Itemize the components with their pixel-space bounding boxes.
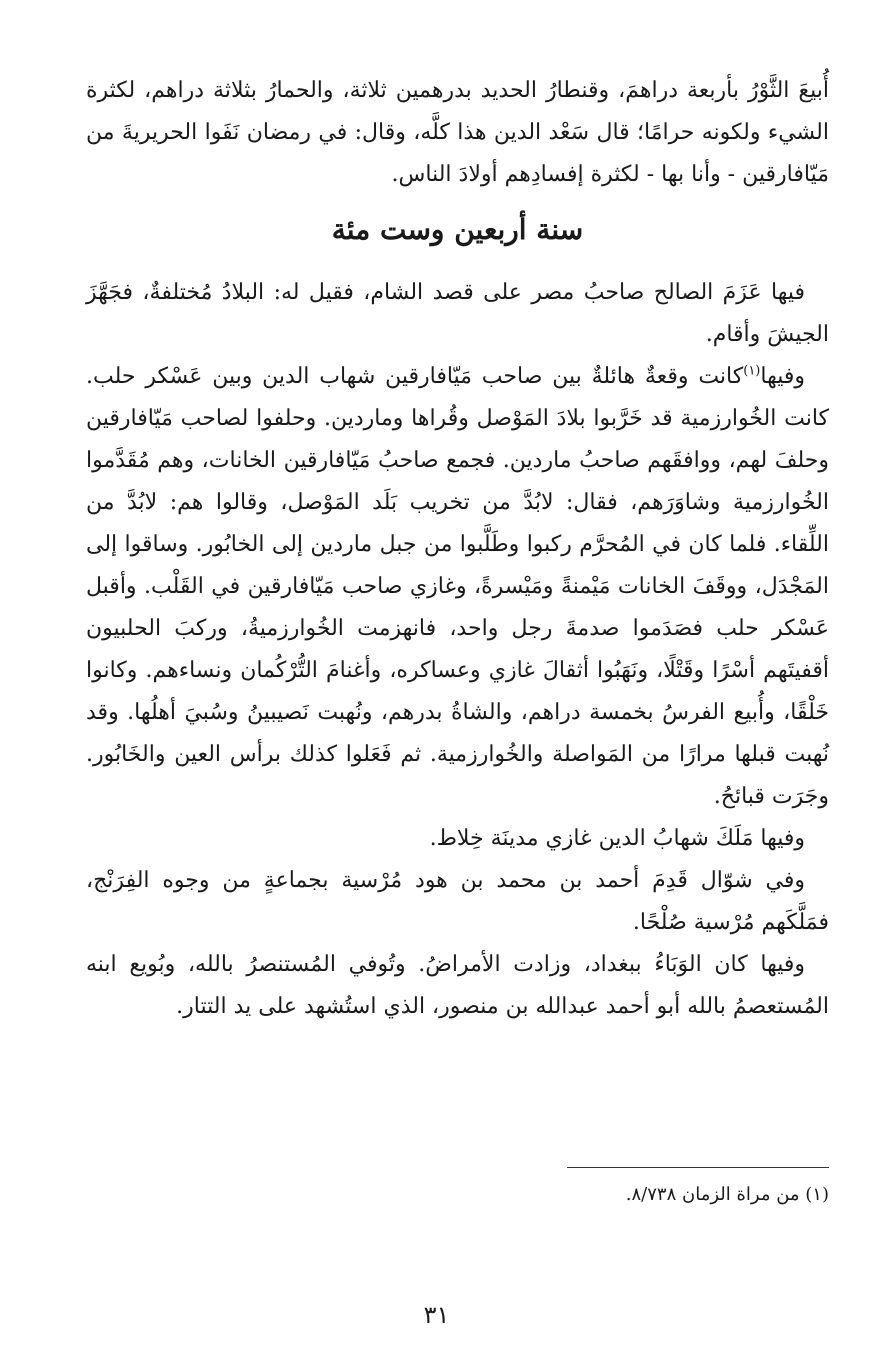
year-heading: سنة أربعين وست مئة [331,213,584,246]
paragraph-baghdad: وفيها كان الوَبَاءُ ببغداد، وزادت الأمراضُ. وتُوفي المُستنصرُ بالله، وبُويع ابنه المُستعصمُ بالله أبو أحمد عبدالله بن منصور، الذي استُشهد على يد التتار. [86,952,829,1019]
paragraph-market-prices: أُبيعَ الثَّوْرُ بأربعة دراهمَ، وقنطارُ الحديد بدرهمين ثلاثة، والحمارُ بثلاثة دراهم، لكثرة الشيء ولكونه حرامًا؛ قال سَعْد الدين هذا كلَّه، وقال: في رمضان نَفَوا الحريريةَ من مَيّافارقين - وأنا بها - لكثرة إفسادِهم أولادَ الناس. [86,78,829,187]
paragraph-salih: فيها عَزَمَ الصالح صاحبُ مصر على قصد الشام، فقيل له: البلادُ مُختلفةٌ، فجَهَّزَ الجيشَ وأقام. [86,280,829,347]
main-text [86,70,829,1028]
paragraph-khilat: وفيها مَلَكَ شهابُ الدين غازي مدينَة خِلاط. [429,826,805,851]
paragraph-battle [86,356,829,818]
footnote: (١) من مراة الزمان ٨/٧٣٨. [625,1184,829,1205]
footnote-separator [567,1167,829,1168]
footnote-reference: (١) [743,363,761,379]
paragraph-battle-lead: وفيها [760,364,805,389]
page-number: ٣١ [423,1301,450,1329]
paragraph-murcia: وفي شوّال قَدِمَ أحمد بن محمد بن هود مُرْسية بجماعةٍ من وجوه الفِرَنْج، فمَلَّكَهم مُرْسية صُلْحًا. [86,868,829,935]
paragraph-battle-body: كانت وقعةٌ هائلةٌ بين صاحب مَيّافارقين شهاب الدين وبين عَسْكر حلب. كانت الخُوارزمية قد خَرَّبوا بلادَ المَوْصل وقُراها وماردين. وحلفوا لصاحب مَيّافارقين وحلفَ لهم، ووافقَهم صاحبُ ماردين. فجمع صاحبُ مَيّافارقين الخانات، وهم مُقَدَّموا الخُوارزمية وشاوَرَهم، فقال: لابُدَّ من تخريب بَلَد المَوْصل، وقالوا هم: لابُدَّ من اللِّقاء. فلما كان في المُحرَّم ركبوا وطَلَّبوا من جبل ماردين إلى الخابُور. وساقوا إلى المَجْدَل، ووقَفَ الخانات مَيْمنةً ومَيْسرةً، وغازي صاحب مَيّافارقين في القَلْب. وأقبل عَسْكر حلب فصَدَموا صدمةَ رجل واحد، فانهزمت الخُوارزميةُ، وركبَ الحلبيون أقفيتَهم أسْرًا وقَتْلًا، ونَهَبُوا أثقالَ غازي وعساكره، وأغنامَ التُّرْكُمان ونساءهم. وكانوا خَلْقًا، وأُبيع الفرسُ بخمسة دراهم، والشاةُ بدرهم، ونُهبت نَصيبينُ وسُبيَ أهلُها. وقد نُهبت قبلها مرارًا من المَواصلة والخُوارزمية. ثم فَعَلوا كذلك برأس العين والخَابُور. وجَرَت قبائحُ. [86,364,829,809]
